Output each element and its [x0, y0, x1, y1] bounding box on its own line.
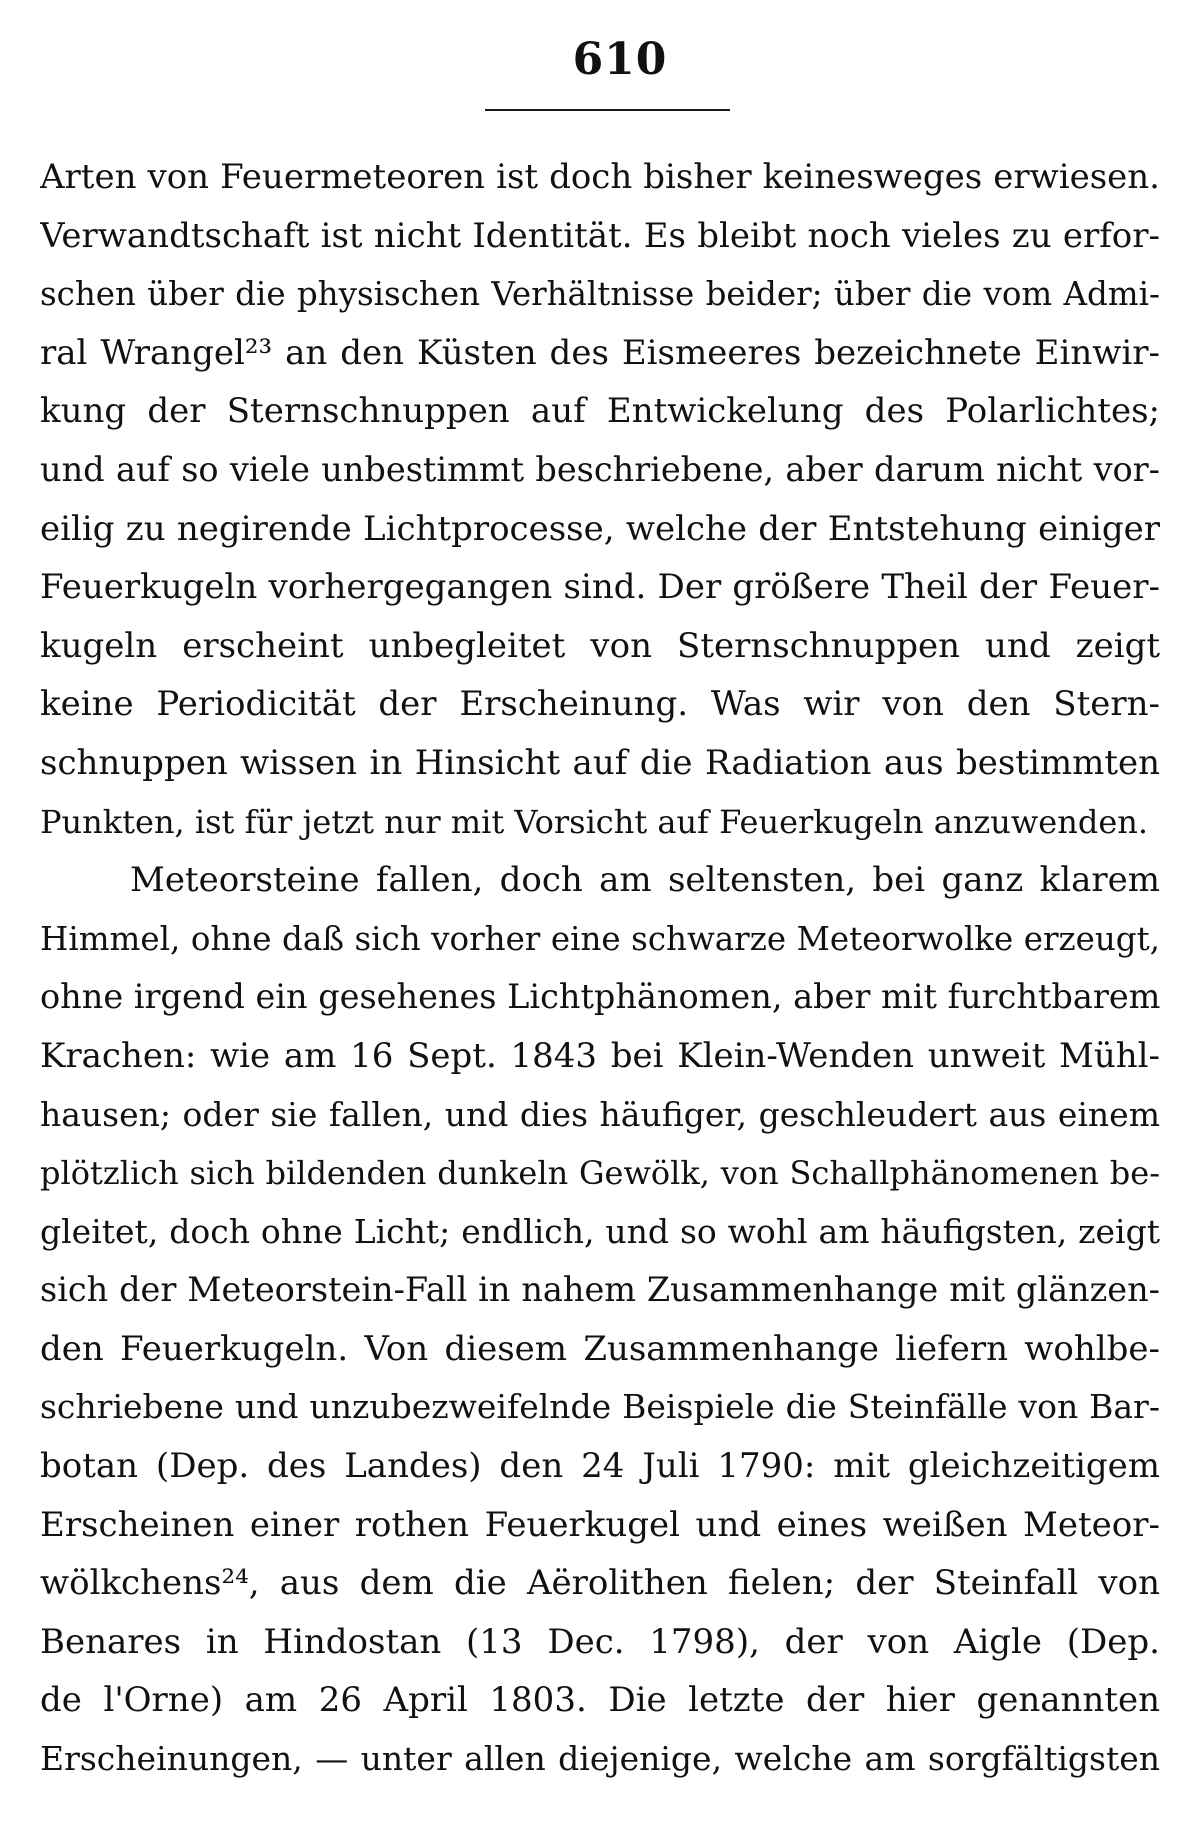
text-line: Erscheinungen, — unter allen diejenige, welche am sorgfältigsten: [40, 1739, 1160, 1779]
text-line: und auf so viele unbestimmt beschriebene, aber darum nicht vor-: [40, 449, 1160, 489]
text-line: de l'Orne) am 26 April 1803. Die letzte der hier genannten: [40, 1680, 1160, 1721]
header-rule: [485, 109, 730, 111]
text-line: ral Wrangel²³ an den Küsten des Eismeeres bezeichnete Einwir-: [40, 332, 1160, 373]
text-line: Feuerkugeln vorhergegangen sind. Der größere Theil der Feuer-: [40, 567, 1160, 608]
text-line: keine Periodicität der Erscheinung. Was wir von den Stern-: [40, 684, 1160, 725]
text-line: gleitet, doch ohne Licht; endlich, und so wohl am häufigsten, zeigt: [40, 1211, 1160, 1251]
text-line: Benares in Hindostan (13 Dec. 1798), der von Aigle (Dep.: [40, 1621, 1160, 1662]
text-line: schriebene und unzubezweifelnde Beispiele die Steinfälle von Bar-: [40, 1387, 1160, 1427]
text-line: ohne irgend ein gesehenes Lichtphänomen, aber mit furchtbarem: [40, 977, 1160, 1017]
text-line: plötzlich sich bildenden dunkeln Gewölk, von Schallphänomenen be-: [40, 1154, 1160, 1193]
text-line: schen über die physischen Verhältnisse beider; über die vom Admi-: [40, 275, 1160, 314]
text-line: Verwandtschaft ist nicht Identität. Es bleibt noch vieles zu erfor-: [40, 215, 1160, 256]
text-line: Himmel, ohne daß sich vorher eine schwarze Meteorwolke erzeugt,: [40, 919, 1160, 958]
text-line: kung der Sternschnuppen auf Entwickelung des Polarlichtes;: [40, 391, 1160, 432]
text-line: hausen; oder sie fallen, und dies häufiger, geschleudert aus einem: [40, 1094, 1160, 1134]
text-line: kugeln erscheint unbegleitet von Sternschnuppen und zeigt: [40, 625, 1160, 666]
text-line: Meteorsteine fallen, doch am seltensten, bei ganz klarem: [130, 860, 1160, 901]
text-line: Punkten, ist für jetzt nur mit Vorsicht auf Feuerkugeln anzuwenden.: [40, 802, 1149, 841]
text-line: Arten von Feuermeteoren ist doch bisher keinesweges erwiesen.: [40, 157, 1160, 197]
text-line: botan (Dep. des Landes) den 24 Juli 1790: mit gleichzeitigem: [40, 1446, 1160, 1487]
text-line: den Feuerkugeln. Von diesem Zusammenhange liefern wohlbe-: [40, 1328, 1160, 1369]
text-line: sich der Meteorstein-Fall in nahem Zusammenhange mit glänzen-: [40, 1270, 1160, 1310]
text-line: eilig zu negirende Lichtprocesse, welche der Entstehung einiger: [40, 508, 1160, 549]
body-text: [40, 148, 1160, 1789]
text-line: Erscheinen einer rothen Feuerkugel und eines weißen Meteor-: [40, 1504, 1160, 1545]
text-line: schnuppen wissen in Hinsicht auf die Radiation aus bestimmten: [40, 742, 1160, 783]
text-line: wölkchens²⁴, aus dem die Aërolithen fielen; der Steinfall von: [40, 1563, 1160, 1604]
text-line: Krachen: wie am 16 Sept. 1843 bei Klein-Wenden unweit Mühl-: [40, 1035, 1160, 1076]
page-number: 610: [572, 34, 668, 85]
